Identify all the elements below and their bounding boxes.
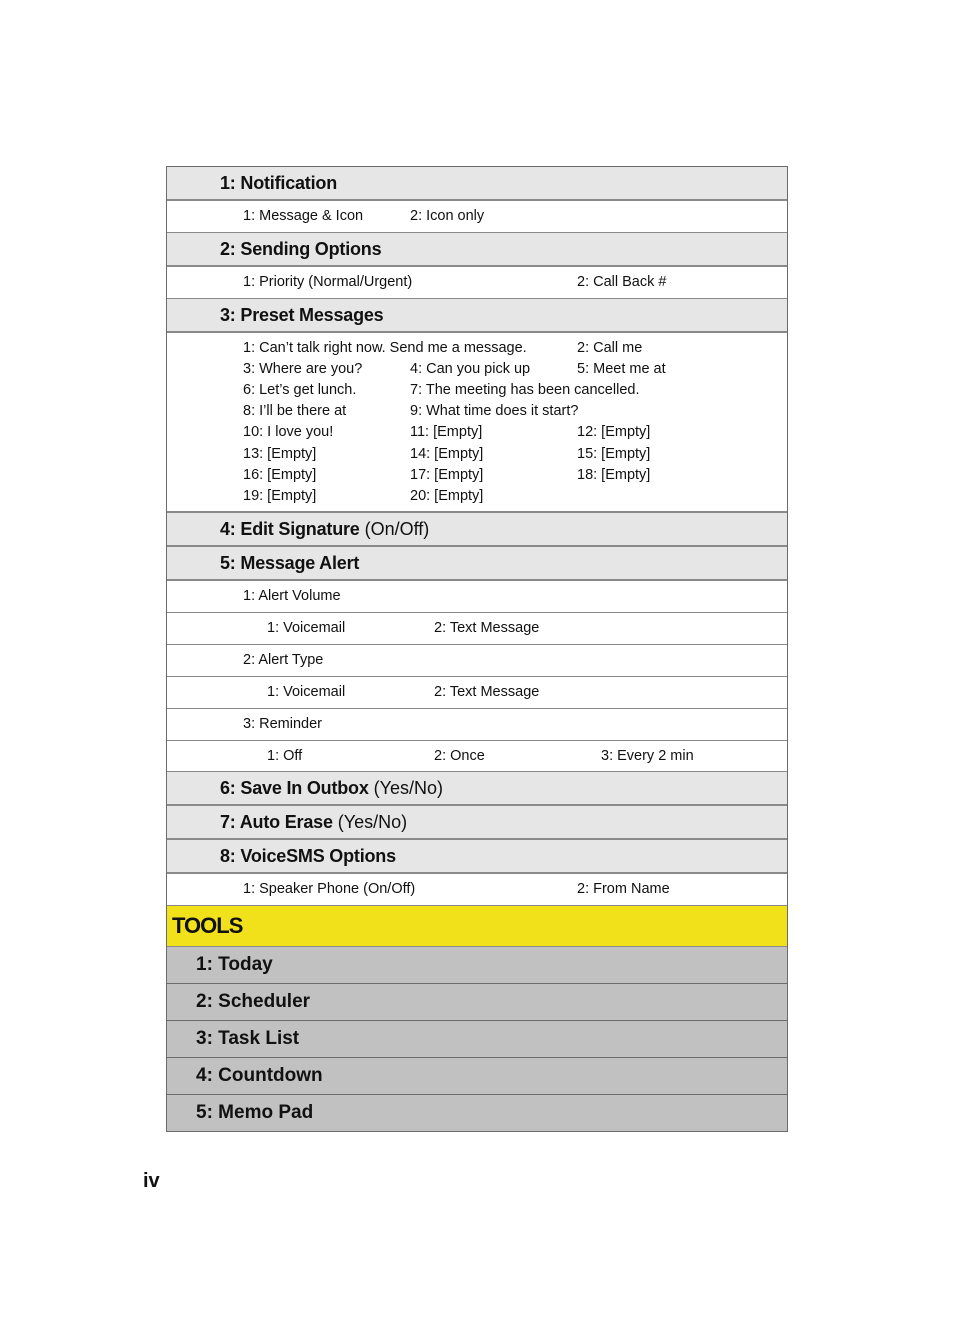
edit-signature-header — [167, 513, 787, 547]
sending-options-header — [167, 233, 787, 267]
alert-volume-option-2: 2: Text Message — [434, 620, 540, 636]
edit-signature-suffix: (On/Off) — [364, 518, 430, 539]
reminder-options-row — [167, 741, 787, 772]
tools-item-today — [167, 947, 787, 984]
page-number: iv — [143, 1170, 160, 1192]
alert-volume-option-1: 1: Voicemail — [267, 620, 346, 636]
voicesms-options-header — [167, 840, 787, 874]
alert-type-options-row — [167, 677, 787, 709]
sending-option-1: 1: Priority (Normal/Urgent) — [243, 274, 413, 290]
preset-message: 1: Can’t talk right now. Send me a message. — [243, 340, 527, 356]
tools-item-label: 4: Countdown — [196, 1065, 323, 1086]
preset-message: 6: Let’s get lunch. — [243, 382, 357, 398]
sending-options-title: 2: Sending Options — [220, 238, 382, 259]
message-alert-title: 5: Message Alert — [220, 552, 360, 573]
reminder-option-1: 1: Off — [267, 748, 303, 764]
edit-signature-title: 4: Edit Signature — [220, 518, 360, 539]
preset-message: 11: [Empty] — [410, 424, 483, 440]
preset-message: 19: [Empty] — [243, 488, 317, 504]
auto-erase-suffix: (Yes/No) — [337, 811, 408, 832]
alert-volume-label: 1: Alert Volume — [243, 588, 341, 604]
voicesms-options-title: 8: VoiceSMS Options — [220, 845, 396, 866]
preset-messages-title: 3: Preset Messages — [220, 304, 384, 325]
preset-message: 5: Meet me at — [577, 361, 666, 377]
tools-item-scheduler — [167, 984, 787, 1021]
sending-option-2: 2: Call Back # — [577, 274, 667, 290]
sending-options-row — [167, 267, 787, 299]
tools-item-memo-pad — [167, 1095, 787, 1132]
preset-message: 15: [Empty] — [577, 446, 651, 462]
save-in-outbox-suffix: (Yes/No) — [373, 777, 444, 798]
tools-item-label: 3: Task List — [196, 1028, 300, 1049]
alert-type-label: 2: Alert Type — [243, 652, 324, 668]
tools-title: TOOLS — [172, 913, 243, 938]
notification-options-row — [167, 201, 787, 233]
preset-message: 10: I love you! — [243, 424, 334, 440]
notification-option-1: 1: Message & Icon — [243, 208, 364, 224]
message-alert-header — [167, 547, 787, 581]
preset-message: 18: [Empty] — [577, 467, 651, 483]
alert-volume-options-row — [167, 613, 787, 645]
auto-erase-title: 7: Auto Erase — [220, 811, 333, 832]
reminder-row — [167, 709, 787, 741]
voicesms-option-2: 2: From Name — [577, 881, 670, 897]
alert-type-option-2: 2: Text Message — [434, 684, 540, 700]
tools-item-label: 1: Today — [196, 954, 273, 975]
preset-message: 4: Can you pick up — [410, 361, 531, 377]
save-in-outbox-title: 6: Save In Outbox — [220, 777, 369, 798]
preset-message: 9: What time does it start? — [410, 403, 579, 419]
auto-erase-header — [167, 806, 787, 840]
preset-message: 17: [Empty] — [410, 467, 484, 483]
preset-message: 14: [Empty] — [410, 446, 484, 462]
tools-item-label: 2: Scheduler — [196, 991, 311, 1012]
preset-messages-list — [167, 333, 787, 513]
preset-message: 2: Call me — [577, 340, 643, 356]
preset-message: 12: [Empty] — [577, 424, 651, 440]
preset-message: 20: [Empty] — [410, 488, 484, 504]
preset-message: 3: Where are you? — [243, 361, 363, 377]
menu-table — [166, 166, 788, 1132]
alert-volume-row — [167, 581, 787, 613]
reminder-option-3: 3: Every 2 min — [601, 748, 694, 764]
tools-item-task-list — [167, 1021, 787, 1058]
preset-messages-header — [167, 299, 787, 333]
reminder-label: 3: Reminder — [243, 716, 322, 732]
notification-header — [167, 167, 787, 201]
alert-type-option-1: 1: Voicemail — [267, 684, 346, 700]
notification-option-2: 2: Icon only — [410, 208, 485, 224]
tools-section-header — [167, 906, 787, 947]
preset-message: 16: [Empty] — [243, 467, 317, 483]
reminder-option-2: 2: Once — [434, 748, 485, 764]
voicesms-options-row — [167, 874, 787, 906]
preset-message: 13: [Empty] — [243, 446, 317, 462]
notification-title: 1: Notification — [220, 172, 337, 193]
tools-item-label: 5: Memo Pad — [196, 1102, 314, 1123]
save-in-outbox-header — [167, 772, 787, 806]
preset-message: 8: I’ll be there at — [243, 403, 347, 419]
alert-type-row — [167, 645, 787, 677]
tools-item-countdown — [167, 1058, 787, 1095]
voicesms-option-1: 1: Speaker Phone (On/Off) — [243, 881, 416, 897]
preset-message: 7: The meeting has been cancelled. — [410, 382, 640, 398]
